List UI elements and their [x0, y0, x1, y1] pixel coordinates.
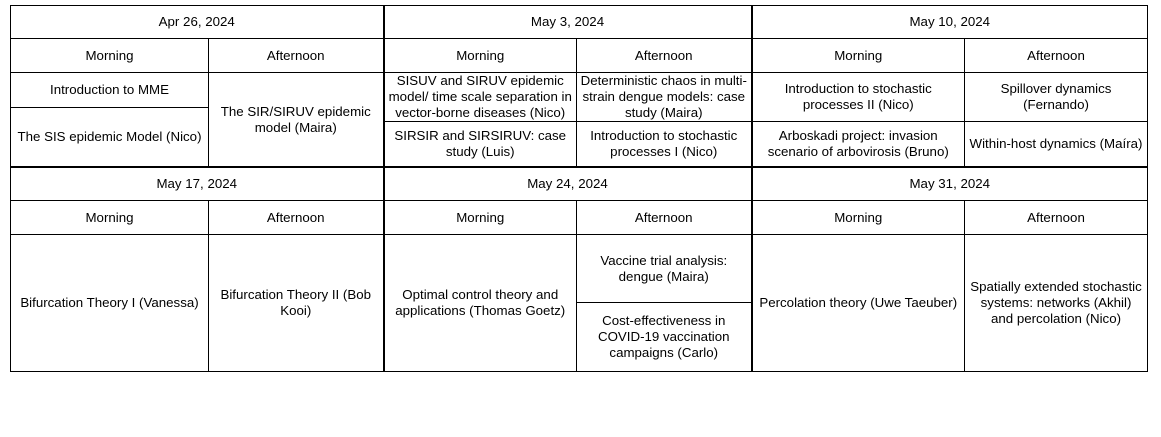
session-cell: Arboskadi project: invasion scenario of arbovirosis (Bruno) [752, 122, 965, 168]
date-cell-week-4: May 17, 2024 [11, 167, 384, 201]
schedule-table [10, 5, 1148, 372]
period-header-row [11, 201, 1148, 235]
date-cell-week-1: Apr 26, 2024 [11, 6, 384, 39]
afternoon-header: Afternoon [577, 39, 752, 73]
session-cell: Deterministic chaos in multi-strain dengue models: case study (Maira) [577, 73, 752, 122]
session-cell: Percolation theory (Uwe Taeuber) [752, 235, 965, 372]
date-cell-week-3: May 10, 2024 [752, 6, 1148, 39]
morning-header: Morning [752, 39, 965, 73]
date-cell-week-2: May 3, 2024 [384, 6, 752, 39]
session-cell: SISUV and SIRUV epidemic model/ time scale separation in vector-borne diseases (Nico) [384, 73, 577, 122]
session-cell: Cost-effectiveness in COVID-19 vaccination campaigns (Carlo) [577, 303, 752, 372]
morning-header: Morning [11, 39, 209, 73]
session-cell: Within-host dynamics (Maíra) [965, 122, 1148, 168]
session-cell: Bifurcation Theory I (Vanessa) [11, 235, 209, 372]
date-cell-week-6: May 31, 2024 [752, 167, 1148, 201]
date-row [11, 167, 1148, 201]
afternoon-header: Afternoon [965, 39, 1148, 73]
session-cell: Introduction to MME [11, 73, 209, 108]
morning-header: Morning [752, 201, 965, 235]
session-cell: Optimal control theory and applications (Thomas Goetz) [384, 235, 577, 372]
period-header-row [11, 39, 1148, 73]
date-cell-week-5: May 24, 2024 [384, 167, 752, 201]
session-cell: Spillover dynamics (Fernando) [965, 73, 1148, 122]
session-cell: Introduction to stochastic processes I (Nico) [577, 122, 752, 168]
afternoon-header: Afternoon [209, 201, 384, 235]
session-cell: Spatially extended stochastic systems: networks (Akhil) and percolation (Nico) [965, 235, 1148, 372]
morning-header: Morning [384, 39, 577, 73]
afternoon-header: Afternoon [209, 39, 384, 73]
session-cell: The SIS epidemic Model (Nico) [11, 108, 209, 168]
morning-header: Morning [384, 201, 577, 235]
session-row [11, 235, 1148, 303]
session-cell: Vaccine trial analysis: dengue (Maira) [577, 235, 752, 303]
session-cell: Bifurcation Theory II (Bob Kooi) [209, 235, 384, 372]
afternoon-header: Afternoon [577, 201, 752, 235]
session-row [11, 73, 1148, 108]
session-cell: The SIR/SIRUV epidemic model (Maira) [209, 73, 384, 168]
afternoon-header: Afternoon [965, 201, 1148, 235]
morning-header: Morning [11, 201, 209, 235]
date-row [11, 6, 1148, 39]
session-cell: Introduction to stochastic processes II (Nico) [752, 73, 965, 122]
session-cell: SIRSIR and SIRSIRUV: case study (Luis) [384, 122, 577, 168]
